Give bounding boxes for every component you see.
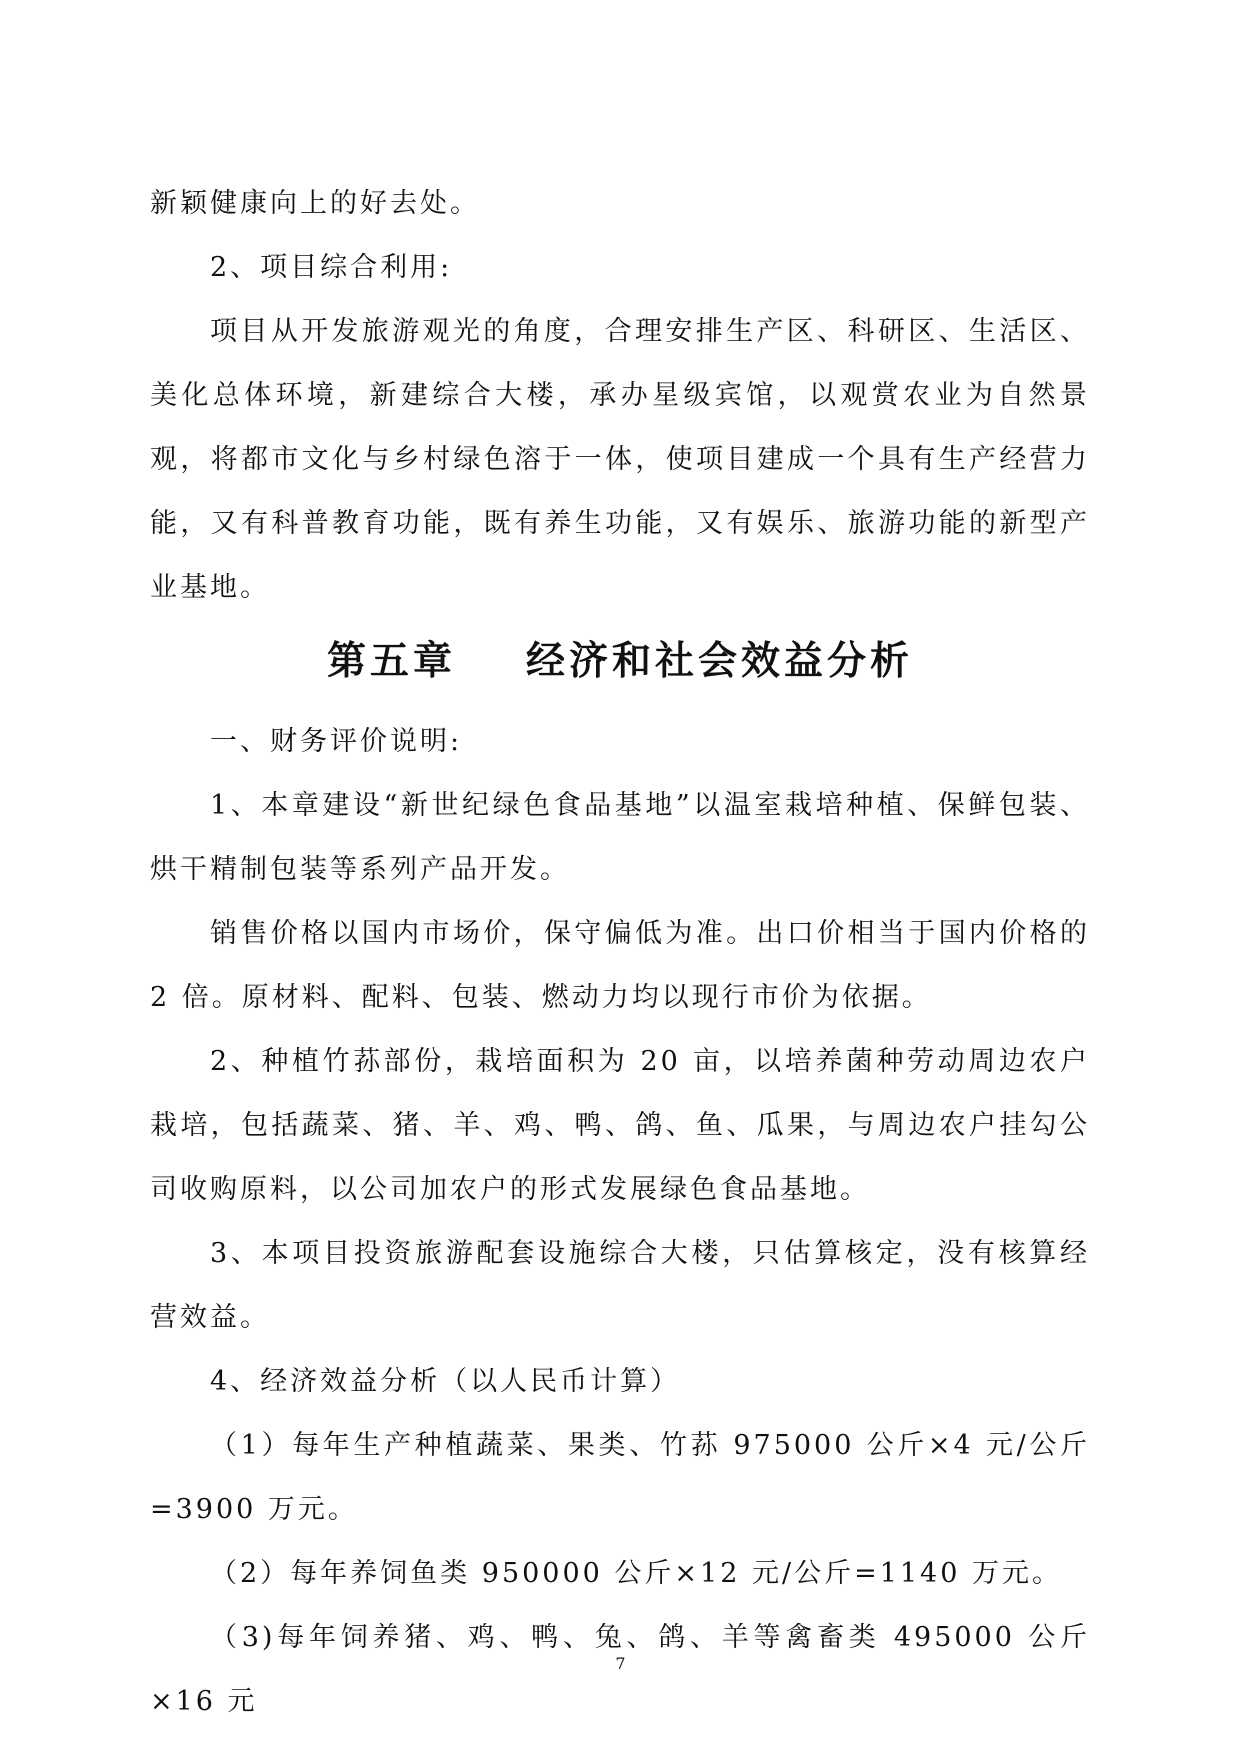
chapter-name: 经济和社会效益分析 <box>526 638 914 684</box>
chapter-number: 第五章 <box>326 638 456 684</box>
paragraph: 2、种植竹荪部份，栽培面积为 20 亩，以培养菌种劳动周边农户栽培，包括蔬菜、猪、羊、鸡、鸭、鸽、鱼、瓜果，与周边农户挂勾公司收购原料，以公司加农户的形式发展绿色食品基地。 <box>150 1046 1090 1205</box>
page-number: 7 <box>615 1654 626 1673</box>
paragraph: （1）每年生产种植蔬菜、果类、竹荪 975000 公斤×4 元/公斤=3900 万元。 <box>150 1430 1090 1525</box>
page-body <box>150 172 1090 1734</box>
paragraph: （3)每年饲养猪、鸡、鸭、兔、鸽、羊等禽畜类 495000 公斤×16 元 <box>150 1622 1090 1717</box>
paragraph: 3、本项目投资旅游配套设施综合大楼，只估算核定，没有核算经营效益。 <box>150 1238 1090 1333</box>
paragraph: 项目从开发旅游观光的角度，合理安排生产区、科研区、生活区、美化总体环境，新建综合大楼，承办星级宾馆，以观赏农业为自然景观，将都市文化与乡村绿色溶于一体，使项目建成一个具有生产经营力能，又有科普教育功能，既有养生功能，又有娱乐、旅游功能的新型产业基地。 <box>150 316 1090 603</box>
chapter-title <box>150 626 1090 696</box>
section-heading: 4、经济效益分析（以人民币计算） <box>210 1366 681 1397</box>
paragraph: 新颖健康向上的好去处。 <box>150 188 480 219</box>
section-heading: 2、项目综合利用: <box>210 252 453 283</box>
paragraph: 1、本章建设“新世纪绿色食品基地”以温室栽培种植、保鲜包装、烘干精制包装等系列产品开发。 <box>150 790 1090 885</box>
section-heading: 一、财务评价说明: <box>210 726 463 757</box>
paragraph: （2）每年养饲鱼类 950000 公斤×12 元/公斤=1140 万元。 <box>210 1558 1062 1589</box>
paragraph: 销售价格以国内市场价，保守偏低为准。出口价相当于国内价格的 2 倍。原材料、配料、包装、燃动力均以现行市价为依据。 <box>150 918 1090 1013</box>
